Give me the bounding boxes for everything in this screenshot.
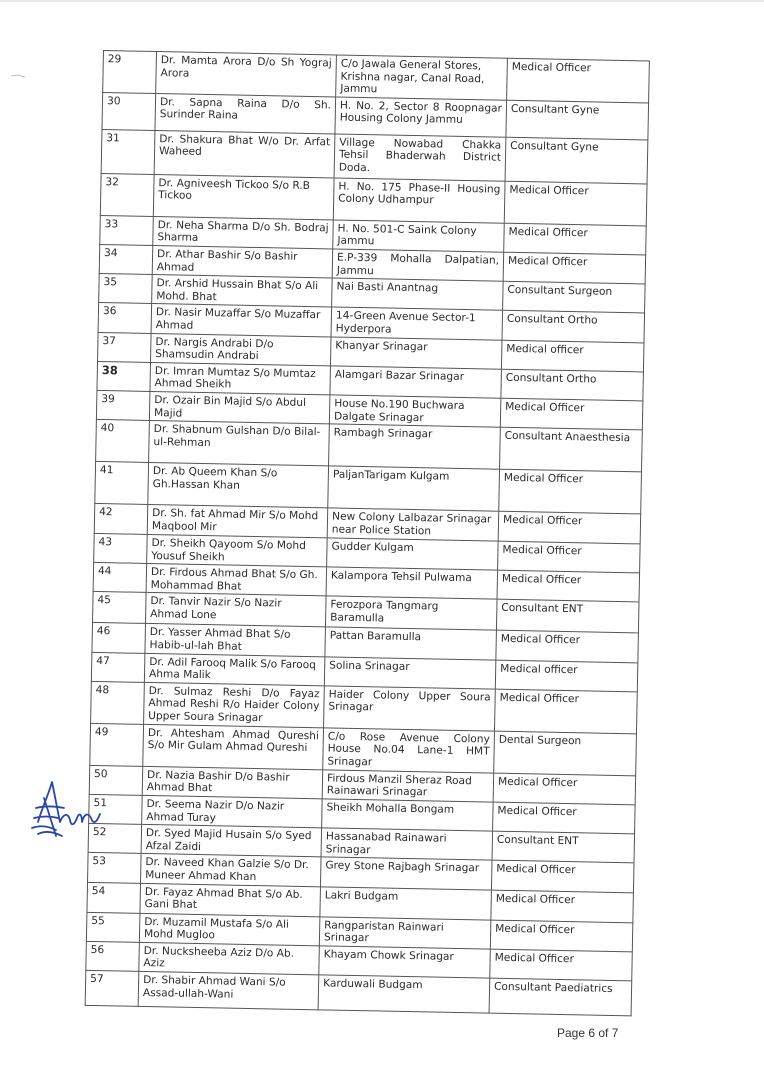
address: C/o Rose Avenue Colony House No.04 Lane-1 HMT Srinagar xyxy=(323,728,495,773)
row-number: 36 xyxy=(98,303,152,333)
doctors-table-body xyxy=(85,51,649,1016)
doctor-name: Dr. Shakura Bhat W/o Dr. Arfat Waheed xyxy=(154,130,335,177)
doctor-name: Dr. Shabnum Gulshan D/o Bilal-ul-Rehman xyxy=(149,421,330,466)
designation: Medical Officer xyxy=(497,570,640,602)
designation: Consultant Gyne xyxy=(505,137,648,184)
address: Grey Stone Rajbagh Srinagar xyxy=(320,857,492,889)
doctors-table-container xyxy=(85,50,631,1016)
address: Gudder Kulgam xyxy=(327,538,499,570)
designation: Consultant Paediatrics xyxy=(489,978,632,1016)
doctor-name: Dr. Ahtesham Ahmad Qureshi S/o Mir Gulam Ahmad Qureshi xyxy=(143,724,324,769)
doctor-name: Dr. Agniveesh Tickoo S/o R.B Tickoo xyxy=(153,174,334,219)
designation: Medical Officer xyxy=(491,861,634,893)
designation: Medical Officer xyxy=(504,181,647,226)
designation: Medical Officer xyxy=(499,469,642,514)
row-number: 49 xyxy=(90,723,144,766)
row-number: 47 xyxy=(91,652,145,682)
doctor-name: Dr. Athar Bashir S/o Bashir Ahmad xyxy=(152,245,333,278)
designation: Medical Officer xyxy=(491,890,634,923)
row-number: 50 xyxy=(89,765,143,795)
address: C/o Jawala General Stores, Krishna nagar, Canal Road, Jammu xyxy=(336,55,508,100)
address: H. No. 2, Sector 8 Roopnagar Housing Colony Jammu xyxy=(335,97,507,137)
row-number: 33 xyxy=(100,215,154,245)
designation: Consultant ENT xyxy=(492,831,635,863)
doctor-name: Dr. Ozair Bin Majid S/o Abdul Majid xyxy=(149,391,330,424)
doctors-table xyxy=(85,50,650,1016)
address: Alamgari Bazar Srinagar xyxy=(330,366,502,398)
address: H. No. 175 Phase-II Housing Colony Udhampur xyxy=(333,178,505,223)
row-number: 32 xyxy=(100,173,154,216)
doctor-name: Dr. Mamta Arora D/o Sh Yograj Arora xyxy=(156,52,337,97)
doctor-name: Dr. Yasser Ahmad Bhat S/o Habib-ul-lah Bhat xyxy=(145,624,326,657)
designation: Medical officer xyxy=(501,340,644,372)
designation: Medical Officer xyxy=(504,223,647,255)
row-number: 55 xyxy=(86,912,140,942)
doctor-name: Dr. Arshid Hussain Bhat S/o Ali Mohd. Bhat xyxy=(152,275,333,308)
address: Haider Colony Upper Soura Srinagar xyxy=(324,686,496,731)
doctor-name: Dr. Imran Mumtaz S/o Mumtaz Ahmad Sheikh xyxy=(150,362,331,395)
row-number: 52 xyxy=(88,824,142,854)
address: Firdous Manzil Sheraz Road Rainawari Srinagar xyxy=(322,770,494,802)
address: Khayam Chowk Srinagar xyxy=(319,946,491,978)
scan-edge xyxy=(0,0,764,2)
row-number: 31 xyxy=(101,129,155,174)
row-number: 44 xyxy=(93,563,147,593)
address: Pattan Baramulla xyxy=(325,627,497,659)
designation: Medical Officer xyxy=(500,398,643,430)
doctor-name: Dr. Adil Farooq Malik S/o Farooq Ahma Malik xyxy=(144,653,325,686)
row-number: 42 xyxy=(94,504,148,535)
designation: Consultant ENT xyxy=(496,600,639,634)
address: Kalampora Tehsil Pulwama xyxy=(326,567,498,599)
row-number: 53 xyxy=(88,853,142,883)
row-number: 39 xyxy=(96,390,150,420)
designation: Consultant Surgeon xyxy=(503,281,646,313)
address: Solina Srinagar xyxy=(324,657,496,689)
doctor-name: Dr. Sh. fat Ahmad Mir S/o Mohd Maqbool Mir xyxy=(147,505,328,538)
row-number: 48 xyxy=(91,681,145,724)
row-number: 37 xyxy=(98,332,152,362)
address: 14-Green Avenue Sector-1 Hyderpora xyxy=(331,307,503,339)
address: Khanyar Srinagar xyxy=(330,336,502,368)
doctor-name: Dr. Firdous Ahmad Bhat S/o Gh. Mohammad Bhat xyxy=(146,564,327,597)
address: Hassanabad Rainawari Srinagar xyxy=(321,828,493,860)
address: Ferozpora Tangmarg Baramulla xyxy=(325,596,497,630)
row-number: 54 xyxy=(87,882,141,913)
doctor-name: Dr. Sapna Raina D/o Sh. Surinder Raina xyxy=(155,93,336,133)
page-number: Page 6 of 7 xyxy=(557,1026,619,1040)
doctor-name: Dr. Syed Majid Husain S/o Syed Afzal Zaidi xyxy=(141,825,322,858)
designation: Medical Officer xyxy=(507,58,650,102)
address: Nai Basti Anantnag xyxy=(332,278,504,310)
designation: Medical Officer xyxy=(494,689,637,734)
row-number: 51 xyxy=(89,794,143,824)
row-number: 29 xyxy=(103,51,157,94)
row-number: 43 xyxy=(94,534,148,564)
designation: Consultant Ortho xyxy=(501,369,644,401)
designation: Medical Officer xyxy=(498,511,641,544)
designation: Medical Officer xyxy=(490,920,633,952)
handwritten-signature-icon xyxy=(30,778,108,840)
doctor-name: Dr. Neha Sharma D/o Sh. Bodraj Sharma xyxy=(153,216,334,249)
row-number: 35 xyxy=(99,274,153,304)
margin-mark-icon xyxy=(10,72,26,80)
doctor-name: Dr. Sulmaz Reshi D/o Fayaz Ahmad Reshi R/o Haider Colony Upper Soura Srinagar xyxy=(144,682,325,727)
doctor-name: Dr. Nargis Andrabi D/o Shamsudin Andrabi xyxy=(151,333,332,366)
row-number: 45 xyxy=(93,592,147,624)
address: H. No. 501-C Saink Colony Jammu xyxy=(333,220,505,252)
doctor-name: Dr. Tanvir Nazir S/o Nazir Ahmad Lone xyxy=(145,593,326,627)
address: E.P-339 Mohalla Dalpatian, Jammu xyxy=(332,249,504,281)
address: Lakri Budgam xyxy=(320,886,492,919)
designation: Dental Surgeon xyxy=(494,731,637,776)
designation: Medical officer xyxy=(495,660,638,692)
address: House No.190 Buchwara Dalgate Srinagar xyxy=(329,395,501,427)
designation: Consultant Anaesthesia xyxy=(500,427,643,472)
doctor-name: Dr. Sheikh Qayoom S/o Mohd Yousuf Sheikh xyxy=(147,535,328,568)
doctor-name: Dr. Fayaz Ahmad Bhat S/o Ab. Gani Bhat xyxy=(140,883,321,916)
address: New Colony Lalbazar Srinagar near Police Station xyxy=(327,508,499,541)
designation: Medical Officer xyxy=(496,631,639,663)
doctor-name: Dr. Nazia Bashir D/o Bashir Ahmad Bhat xyxy=(142,766,323,799)
address: Rambagh Srinagar xyxy=(329,424,501,469)
address: Karduwali Budgam xyxy=(318,975,490,1013)
row-number: 34 xyxy=(99,244,153,274)
doctor-name: Dr. Shabir Ahmad Wani S/o Assad-ullah-Wani xyxy=(138,971,319,1009)
row-number: 40 xyxy=(96,420,150,463)
address: Sheikh Mohalla Bongam xyxy=(322,799,494,831)
designation: Medical Officer xyxy=(490,949,633,981)
row-number: 56 xyxy=(86,941,140,971)
doctor-name: Dr. Muzamil Mustafa S/o Ali Mohd Mugloo xyxy=(139,913,320,946)
designation: Medical Officer xyxy=(493,773,636,805)
row-number: 41 xyxy=(95,462,149,505)
row-number: 57 xyxy=(85,970,139,1006)
row-number: 30 xyxy=(102,92,156,130)
designation: Medical Officer xyxy=(493,802,636,834)
address: Village Nowabad Chakka Tehsil Bhaderwah District Doda. xyxy=(334,134,506,181)
doctor-name: Dr. Ab Queem Khan S/o Gh.Hassan Khan xyxy=(148,463,329,508)
doctor-name: Dr. Nasir Muzaffar S/o Muzaffar Ahmad xyxy=(151,304,332,337)
doctor-name: Dr. Naveed Khan Galzie S/o Dr. Muneer Ahmad Khan xyxy=(141,854,322,887)
address: Rangparistan Rainwari Srinagar xyxy=(319,916,491,948)
row-number: 38 xyxy=(97,361,151,391)
designation: Consultant Gyne xyxy=(506,100,649,140)
doctor-name: Dr. Nucksheeba Aziz D/o Ab. Aziz xyxy=(139,942,320,975)
designation: Consultant Ortho xyxy=(502,311,645,343)
address: PaljanTarigam Kulgam xyxy=(328,466,500,511)
row-number: 46 xyxy=(92,623,146,653)
designation: Medical Officer xyxy=(503,252,646,284)
doctor-name: Dr. Seema Nazir D/o Nazir Ahmad Turay xyxy=(142,795,323,828)
designation: Medical Officer xyxy=(498,541,641,573)
